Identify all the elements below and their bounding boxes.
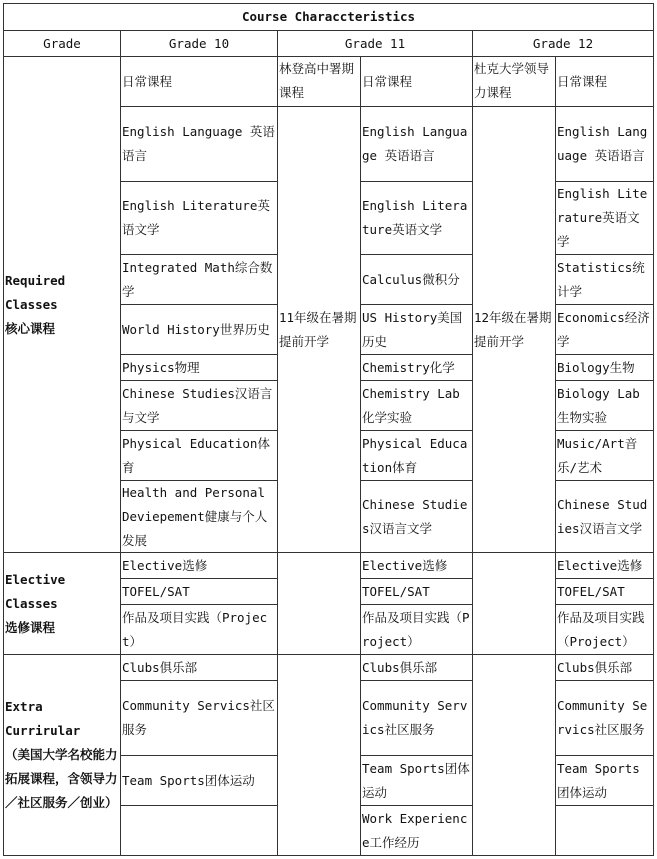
g12-required-item: Chinese Studies汉语言文学	[555, 480, 654, 553]
required-label-cn: 核心课程	[5, 320, 56, 336]
g11-daily-label: 日常课程	[360, 56, 473, 107]
g12-required-item: Biology生物	[555, 354, 654, 381]
g11-extra-item: Work Experience工作经历	[360, 805, 473, 856]
header-grade-12: Grade 12	[472, 30, 654, 57]
g11-elective-item: Elective选修	[360, 552, 473, 579]
g11-extra-item: Clubs俱乐部	[360, 654, 473, 681]
g11-required-item: Physical Education体育	[360, 430, 473, 481]
g12-daily-label: 日常课程	[555, 56, 654, 107]
g12-required-item: Statistics统计学	[555, 254, 654, 305]
g11-summer-label: 林登高中署期课程	[277, 56, 361, 107]
g12-elective-item: TOFEL/SAT	[555, 578, 654, 605]
course-table	[3, 3, 654, 856]
g10-required-item: English Literature英语文学	[120, 181, 278, 255]
header-grade-11: Grade 11	[277, 30, 473, 57]
g10-required-item: Physical Education体育	[120, 430, 278, 481]
g11-required-item: English Literature英语文学	[360, 181, 473, 255]
g11-extra-item: Team Sports团体运动	[360, 755, 473, 806]
header-grade: Grade	[3, 30, 121, 57]
g11-required-item: Chemistry化学	[360, 354, 473, 381]
g11-required-item: US History美国历史	[360, 304, 473, 355]
g11-required-item: Calculus微积分	[360, 254, 473, 305]
g11-required-item: Chemistry Lab化学实验	[360, 380, 473, 431]
g11-required-item: English Language 英语语言	[360, 106, 473, 182]
g12-required-item: Biology Lab生物实验	[555, 380, 654, 431]
g12-extra-item: Community Servics社区服务	[555, 680, 654, 756]
g12-extra-summer-empty	[472, 654, 556, 856]
elective-label-cn: 选修课程	[5, 619, 56, 635]
g10-required-item: Chinese Studies汉语言与文学	[120, 380, 278, 431]
g11-extra-summer-empty	[277, 654, 361, 856]
header-grade-10: Grade 10	[120, 30, 278, 57]
g10-extra-item	[120, 805, 278, 856]
category-required	[3, 56, 121, 553]
g10-extra-item: Clubs俱乐部	[120, 654, 278, 681]
g10-required-item: Physics物理	[120, 354, 278, 381]
g12-extra-item: Team Sports团体运动	[555, 755, 654, 806]
g12-extra-item: Clubs俱乐部	[555, 654, 654, 681]
g10-required-item: World History世界历史	[120, 304, 278, 355]
g11-summer-note: 11年级在暑期提前开学	[277, 106, 361, 553]
g10-required-item: Health and Personal Deviepement健康与个人发展	[120, 480, 278, 553]
elective-label-en-2: Classes	[5, 595, 58, 611]
extra-label-en-1: Extra	[5, 699, 43, 714]
g12-required-item: English Language 英语语言	[555, 106, 654, 182]
table-title: Course Characcteristics	[3, 3, 654, 31]
g12-elective-item: Elective选修	[555, 552, 654, 579]
g11-elective-item: TOFEL/SAT	[360, 578, 473, 605]
g11-required-item: Chinese Studies汉语言文学	[360, 480, 473, 553]
g10-extra-item: Team Sports团体运动	[120, 755, 278, 806]
extra-label-cn: （美国大学名校能力拓展课程，含领导力／社区服务／创业）	[5, 747, 118, 810]
g10-elective-item: 作品及项目实践（Project）	[120, 604, 278, 655]
g10-required-item: Integrated Math综合数学	[120, 254, 278, 305]
elective-label-en-1: Elective	[5, 571, 66, 587]
g12-required-item: Economics经济学	[555, 304, 654, 355]
g10-required-item: English Language 英语语言	[120, 106, 278, 182]
g12-elective-summer-empty	[472, 552, 556, 655]
g11-elective-summer-empty	[277, 552, 361, 655]
extra-label-en-2: Currirular	[5, 723, 81, 738]
category-elective	[3, 552, 121, 655]
g12-summer-label: 杜克大学领导力课程	[472, 56, 556, 107]
g12-required-item: English Literature英语文学	[555, 181, 654, 255]
g10-elective-item: TOFEL/SAT	[120, 578, 278, 605]
g12-elective-item: 作品及项目实践（Project）	[555, 604, 654, 655]
required-label-en-1: Required	[5, 272, 66, 288]
g11-extra-item: Community Servics社区服务	[360, 680, 473, 756]
g10-daily-label: 日常课程	[120, 56, 278, 107]
g12-required-item: Music/Art音乐/艺术	[555, 430, 654, 481]
g12-summer-note: 12年级在暑期提前开学	[472, 106, 556, 553]
required-label-en-2: Classes	[5, 296, 58, 312]
g11-elective-item: 作品及项目实践（Project）	[360, 604, 473, 655]
g12-extra-item	[555, 805, 654, 856]
g10-extra-item: Community Servics社区服务	[120, 680, 278, 756]
g10-elective-item: Elective选修	[120, 552, 278, 579]
category-extra	[3, 654, 121, 856]
